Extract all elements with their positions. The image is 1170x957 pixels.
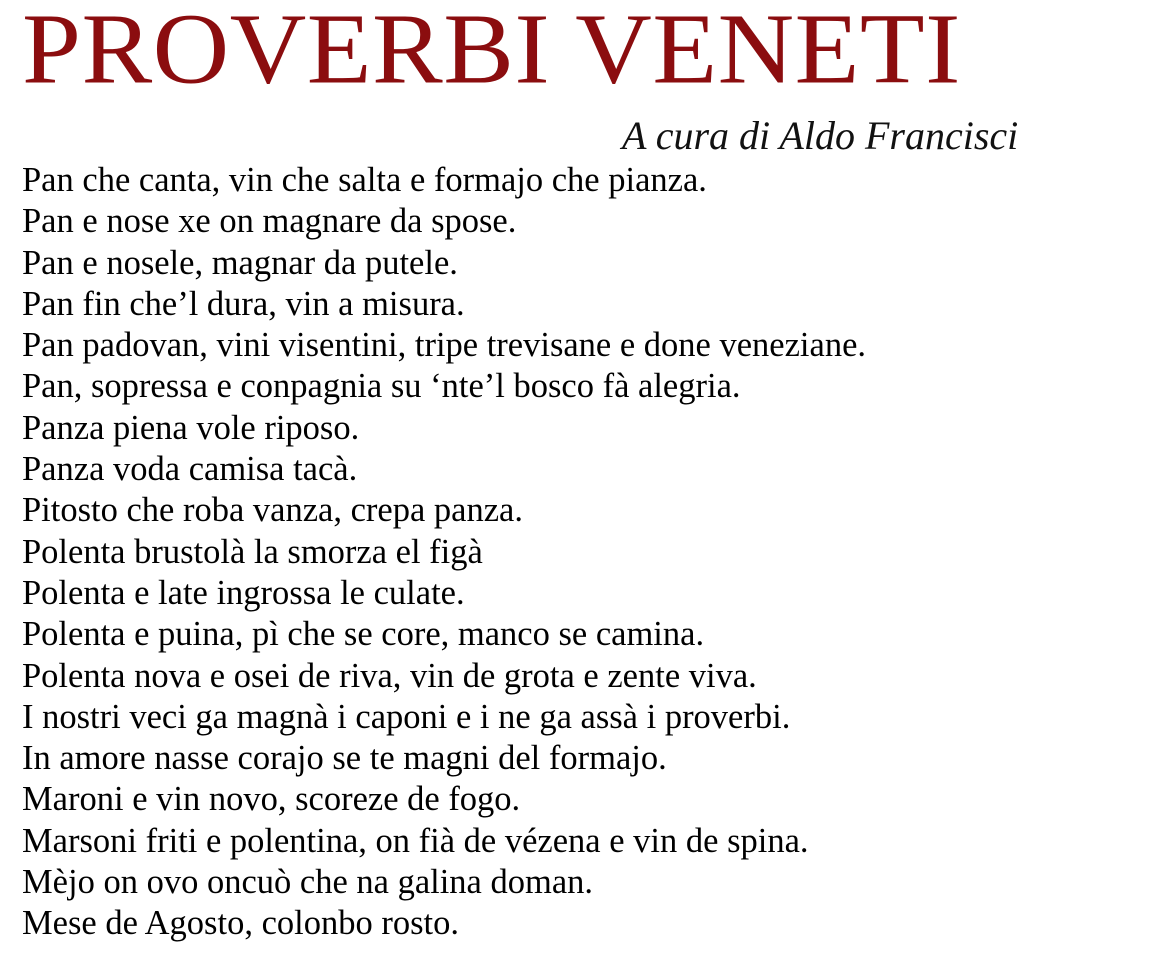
proverb-item: Pan padovan, vini visentini, tripe trevisane e done veneziane. — [22, 326, 867, 365]
proverb-item: Polenta nova e osei de riva, vin de grota e zente viva. — [22, 656, 757, 695]
author-credit: A cura di Aldo Francisci — [622, 113, 1019, 158]
proverb-item: Pan, sopressa e conpagnia su ‘nte’l bosco fà alegria. — [22, 367, 741, 406]
proverb-item: Pan che canta, vin che salta e formajo che pianza. — [22, 161, 707, 199]
proverb-item: Marsoni friti e polentina, on fià de vézena e vin de spina. — [22, 821, 809, 860]
proverb-item: Mèjo on ovo oncuò che na galina doman. — [22, 863, 594, 902]
proverb-item: In amore nasse corajo se te magni del formajo. — [22, 739, 667, 778]
proverb-item: Pan fin che’l dura, vin a misura. — [22, 284, 465, 323]
proverb-item: Polenta e late ingrossa le culate. — [22, 573, 465, 612]
proverb-item: Panza voda camisa tacà. — [22, 450, 358, 489]
proverb-item: Mese de Agosto, colonbo rosto. — [22, 904, 459, 943]
proverb-list — [22, 160, 866, 945]
proverb-item: Pitosto che roba vanza, crepa panza. — [22, 491, 523, 530]
proverb-item: Panza piena vole riposo. — [22, 408, 360, 447]
proverb-item: Polenta e puina, pì che se core, manco se camina. — [22, 615, 705, 654]
page-title: PROVERBI VENETI — [22, 0, 961, 105]
proverb-item: Pan e nosele, magnar da putele. — [22, 243, 458, 282]
proverb-item: Maroni e vin novo, scoreze de fogo. — [22, 780, 521, 819]
proverb-item: Pan e nose xe on magnare da spose. — [22, 202, 517, 241]
proverb-item: I nostri veci ga magnà i caponi e i ne ga assà i proverbi. — [22, 697, 791, 736]
proverb-item: Polenta brustolà la smorza el figà — [22, 532, 483, 571]
